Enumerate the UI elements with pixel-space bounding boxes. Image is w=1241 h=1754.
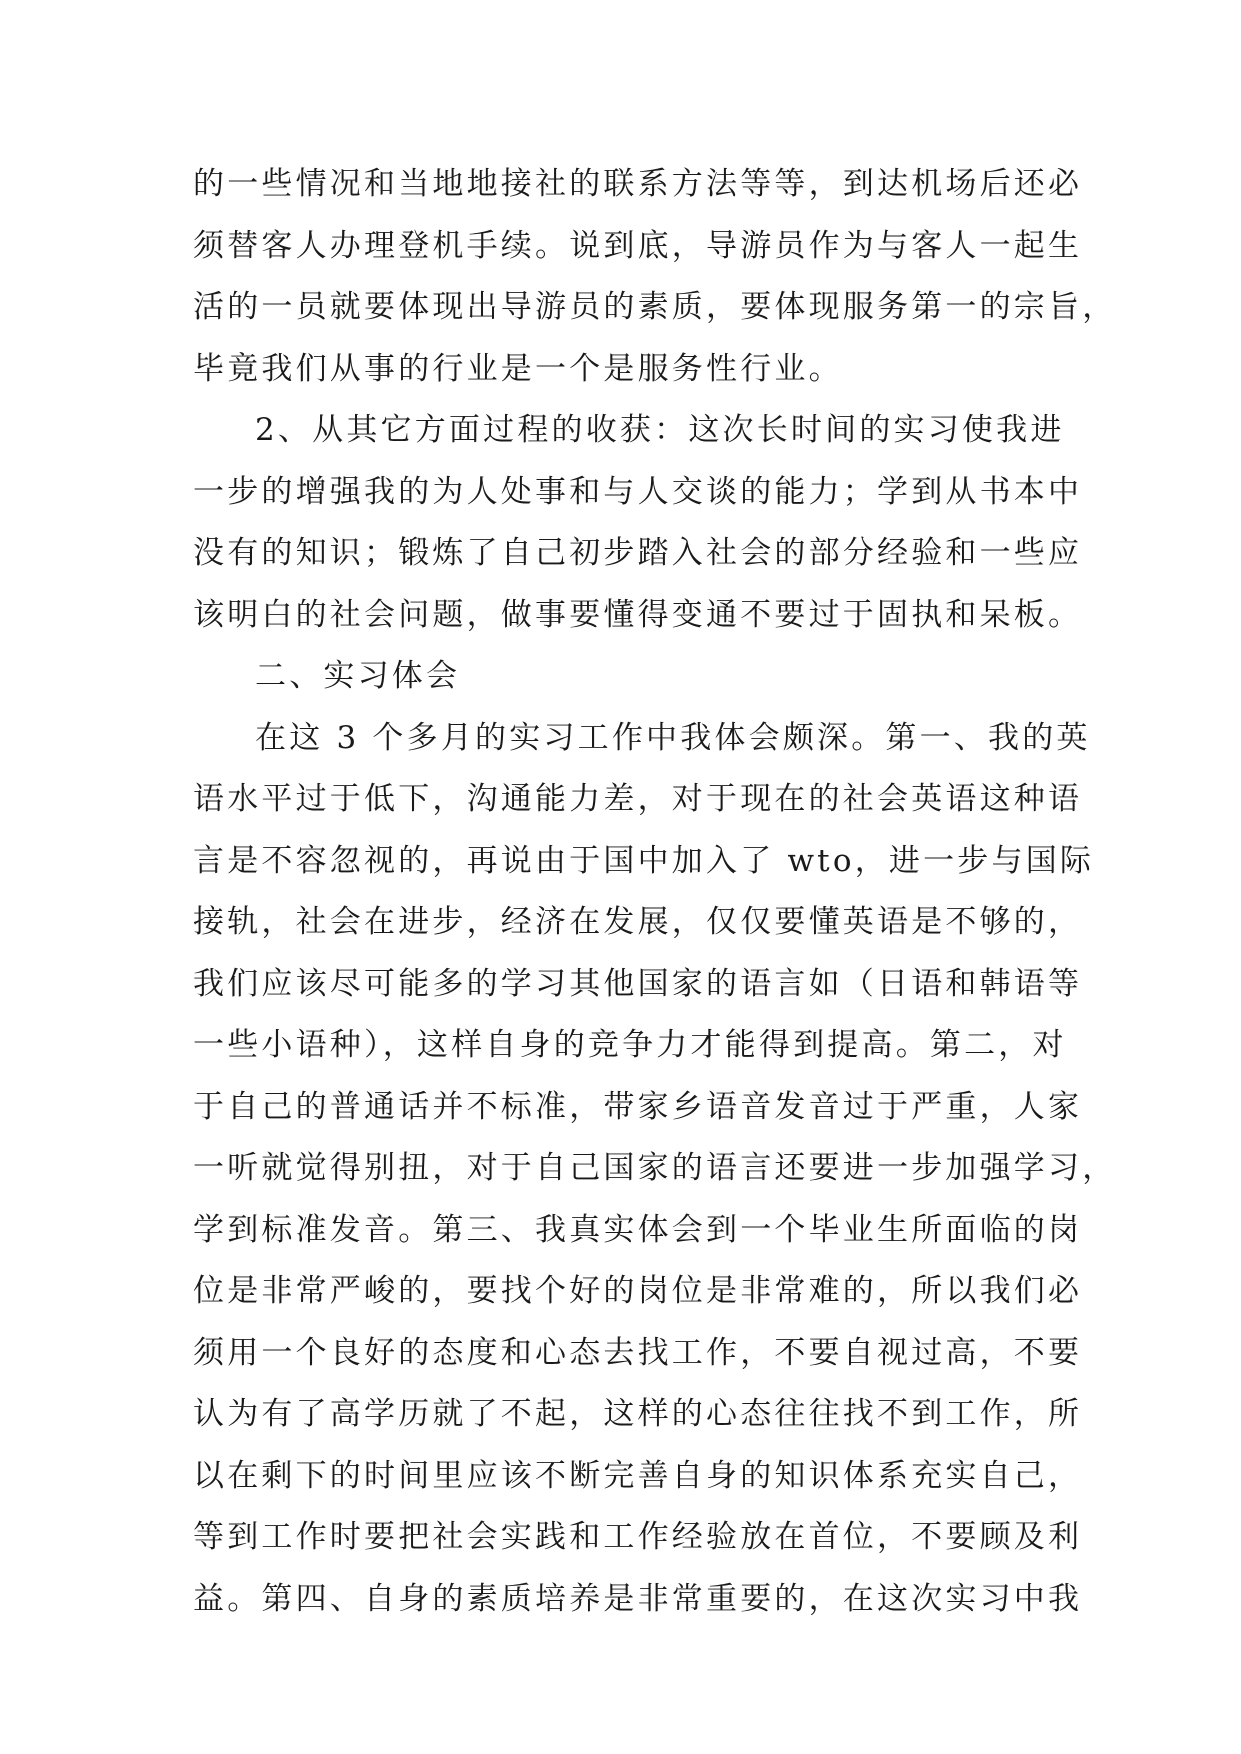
text-line: 的一些情况和当地地接社的联系方法等等，到达机场后还必 [193,166,1083,202]
text-line: 二、实习体会 [255,658,461,694]
body-text [193,154,1117,1630]
text-line: 益。第四、自身的素质培养是非常重要的，在这次实习中我 [193,1580,1083,1617]
text-line: 须用一个良好的态度和心态去找工作，不要自视过高，不要 [193,1334,1083,1371]
text-line: 于自己的普通话并不标准，带家乡语音发音过于严重，人家 [193,1088,1083,1125]
text-line: 没有的知识；锻炼了自己初步踏入社会的部分经验和一些应 [193,535,1083,571]
text-line: 接轨，社会在进步，经济在发展，仅仅要懂英语是不够的， [193,904,1083,940]
text-line: 一步的增强我的为人处事和与人交谈的能力；学到从书本中 [193,473,1083,510]
text-line: 我们应该尽可能多的学习其他国家的语言如（日语和韩语等 [193,965,1083,1002]
text-line: 一些小语种），这样自身的竞争力才能得到提高。第二，对 [193,1027,1067,1063]
text-line: 一听就觉得别扭，对于自己国家的语言还要进一步加强学习， [193,1150,1117,1186]
text-line: 学到标准发音。第三、我真实体会到一个毕业生所面临的岗 [193,1211,1083,1248]
text-line: 认为有了高学历就了不起，这样的心态往往找不到工作，所 [193,1396,1083,1432]
text-line: 须替客人办理登机手续。说到底，导游员作为与客人一起生 [193,227,1083,264]
text-line: 在这 3 个多月的实习工作中我体会颇深。第一、我的英 [255,719,1091,756]
text-line: 2、从其它方面过程的收获：这次长时间的实习使我进 [255,412,1065,448]
text-line: 言是不容忽视的，再说由于国中加入了 wto，进一步与国际 [193,842,1095,879]
text-line: 等到工作时要把社会实践和工作经验放在首位，不要顾及利 [193,1519,1083,1555]
text-line: 位是非常严峻的，要找个好的岗位是非常难的，所以我们必 [193,1273,1083,1309]
text-line: 毕竟我们从事的行业是一个是服务性行业。 [193,350,843,387]
text-line: 活的一员就要体现出导游员的素质，要体现服务第一的宗旨， [193,289,1117,325]
text-line: 语水平过于低下，沟通能力差，对于现在的社会英语这种语 [193,781,1083,817]
text-line: 以在剩下的时间里应该不断完善自身的知识体系充实自己， [193,1457,1083,1494]
text-line: 该明白的社会问题，做事要懂得变通不要过于固执和呆板。 [193,596,1083,633]
